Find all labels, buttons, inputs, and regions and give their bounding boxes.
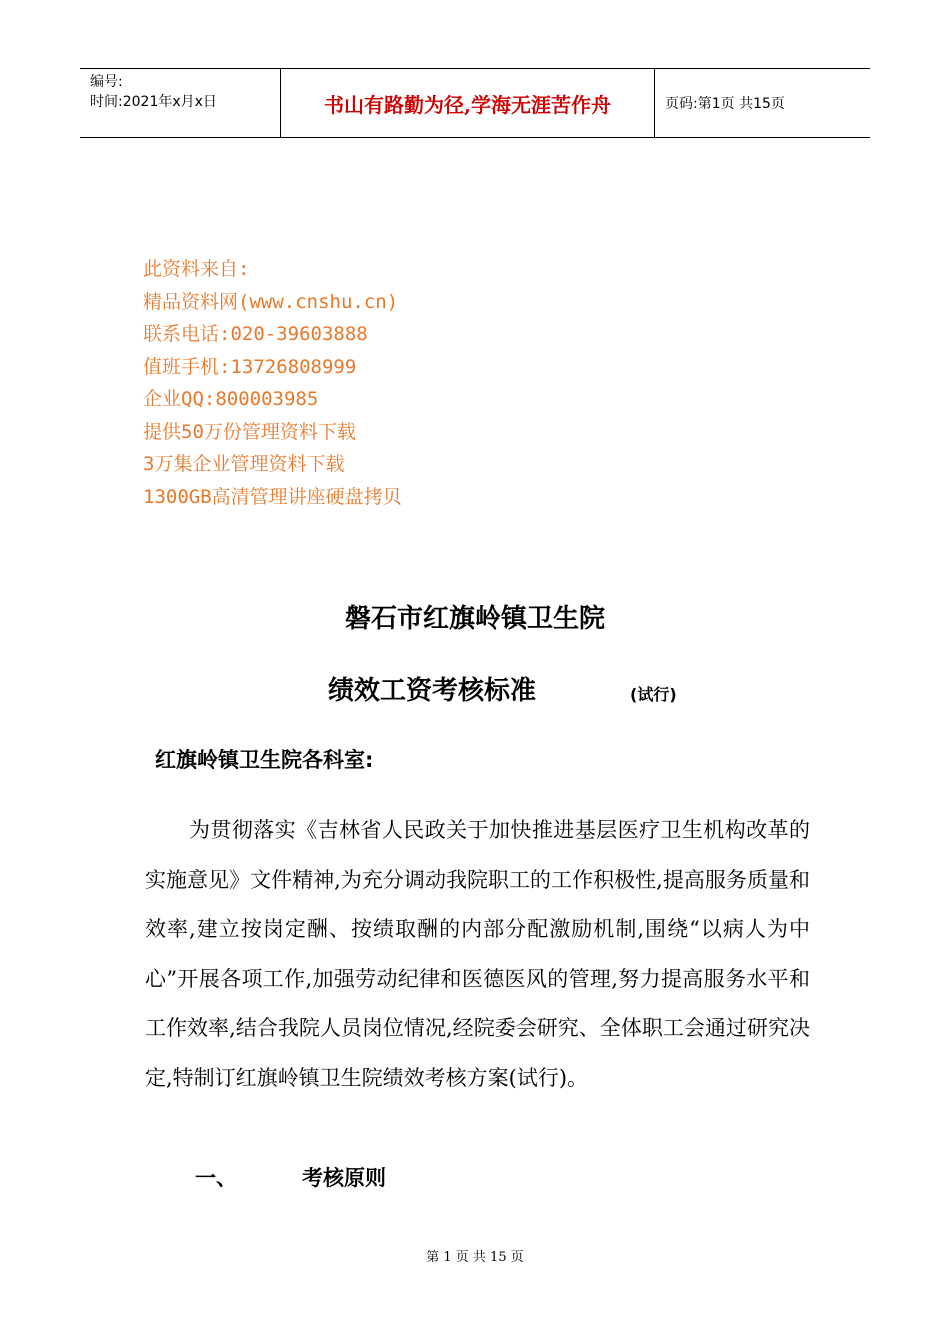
header-time-label: 时间:2021年x月x日: [90, 94, 217, 110]
header-motto: 书山有路勤为径,学海无涯苦作舟: [281, 69, 655, 137]
header-number-label: 编号:: [90, 74, 123, 90]
page-footer: 第 1 页 共 15 页: [426, 1250, 524, 1265]
source-line: 此资料来自:: [143, 258, 250, 280]
section-number: 一、: [195, 1166, 237, 1190]
source-line: 企业QQ:800003985: [143, 388, 319, 410]
source-line: 值班手机:13726808999: [143, 355, 357, 378]
section-title: 考核原则: [302, 1166, 386, 1190]
header-meta: [80, 69, 281, 137]
salutation: 红旗岭镇卫生院各科室:: [155, 748, 374, 772]
body-paragraph: 为贯彻落实《吉林省人民政关于加快推进基层医疗卫生机构改革的实施意见》文件精神,为充分调动我院职工的工作积极性,提高服务质量和效率,建立按岗定酬、按绩取酬的内部分配激励机制,围绕“以病人为中心”开展各项工作,加强劳动纪律和医德医风的管理,努力提高服务水平和工作效率,结合我院人员岗位情况,经院委会研究、全体职工会通过研究决定,特制订红旗岭镇卫生院绩效考核方案(试行)。: [145, 818, 810, 1090]
subtitle-note: (试行): [630, 685, 677, 704]
source-line: 提供50万份管理资料下载: [143, 420, 356, 443]
document-subtitle: 绩效工资考核标准: [328, 676, 537, 706]
source-line: 3万集企业管理资料下载: [143, 453, 345, 475]
source-line: 1300GB高清管理讲座硬盘拷贝: [143, 485, 402, 508]
document-header: [80, 68, 870, 138]
source-info-block: [143, 253, 402, 513]
source-line: 联系电话:020-39603888: [143, 323, 368, 345]
source-line: 精品资料网(www.cnshu.cn): [143, 290, 399, 313]
header-page-info: 页码:第1页 共15页: [665, 96, 785, 112]
document-title: 磐石市红旗岭镇卫生院: [344, 604, 605, 634]
